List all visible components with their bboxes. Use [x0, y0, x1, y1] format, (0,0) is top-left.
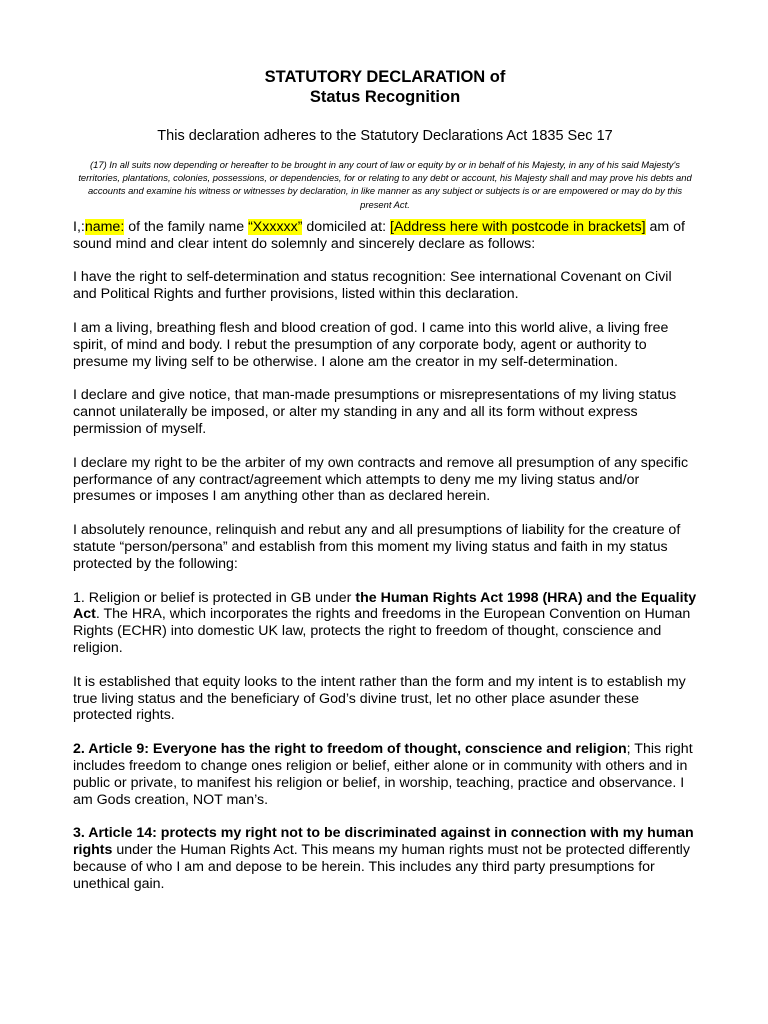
item-3-bold: 3. Article 14: protects my right not to be discriminated against in connection with my human rights [73, 825, 694, 859]
title-line-1: STATUTORY DECLARATION of [264, 68, 506, 86]
act-quotation: (17) In all suits now depending or hereafter to be brought in any court of law or equity by or in behalf of his Majesty, in any of his said Majesty's territories, plantations, colonies, possessions, or dependencies, for or relating to any debt or account, his Majesty shall and may prove his debts and accounts and examine his witness or witnesses by declaration, in like manner as any subject or subjects is or are empowered or may do by this present Act. [78, 159, 692, 210]
declarant-intro [73, 219, 697, 253]
document-title [73, 67, 697, 107]
item-3-article-14 [73, 825, 697, 892]
title-line-2: Status Recognition [309, 88, 461, 106]
item-1-bold: the Human Rights Act 1998 (HRA) and the Equality Act [73, 589, 697, 623]
family-name-placeholder: “Xxxxxx” [248, 218, 303, 235]
item-2-bold: 2. Article 9: Everyone has the right to freedom of thought, conscience and religion [73, 741, 627, 758]
name-placeholder: name: [84, 218, 125, 235]
item-2-rest: ; This right includes freedom to change ones religion or belief, either alone or in community with others and in public or private, to manifest his religion or belief, in worship, teaching, practice and observance. I am Gods creation, NOT man’s. [73, 741, 693, 808]
address-placeholder: [Address here with postcode in brackets] [390, 218, 646, 235]
paragraph-living-being: I am a living, breathing flesh and blood creation of god. I came into this world alive, a living free spirit, of mind and body. I rebut the presumption of any corporate body, agent or authority to presume my living self to be otherwise. I alone am the creator in my self-determination. [73, 320, 669, 370]
intro-text-2: domiciled at: [302, 218, 390, 235]
paragraph-contracts: I declare my right to be the arbiter of my own contracts and remove all presumption of any specific performance of any contract/agreement which attempts to deny me my living status and/or presumes or imposes I am anything other than as declared herein. [73, 454, 689, 505]
intro-prefix: I,: [73, 218, 85, 235]
paragraph-renounce: I absolutely renounce, relinquish and rebut any and all presumptions of liability for the creature of statute “person/persona” and establish from this moment my living status and faith in my status protected by the following: [73, 522, 681, 572]
item-1-religion-belief [73, 590, 697, 657]
document-page [73, 67, 697, 910]
paragraph-equity-intent: It is established that equity looks to the intent rather than the form and my intent is to establish my true living status and the beneficiary of God’s divine trust, let no other place asunder these protected rights. [73, 673, 686, 724]
paragraph-self-determination: I have the right to self-determination and status recognition: See international Covenant on Civil and Political Rights and further provisions, listed within this declaration. [73, 269, 672, 303]
intro-text-1: of the family name [124, 218, 249, 235]
intro-text-3: am of sound mind and clear intent do solemnly and sincerely declare as follows: [73, 218, 685, 252]
paragraph-presumptions: I declare and give notice, that man-made presumptions or misrepresentations of my living status cannot unilaterally be imposed, or alter my standing in any and all its form without express permission of myself. [73, 387, 677, 437]
item-2-article-9 [73, 741, 697, 808]
item-3-rest: under the Human Rights Act. This means my human rights must not be protected differently because of who I am and depose to be herein. This includes any third party presumptions for unethical gain. [73, 842, 690, 892]
act-reference: This declaration adheres to the Statutory Declarations Act 1835 Sec 17 [157, 128, 613, 144]
item-1-prefix: 1. Religion or belief is protected in GB under [73, 589, 356, 606]
item-1-rest: . The HRA, which incorporates the rights and freedoms in the European Convention on Human Rights (ECHR) into domestic UK law, protects the right to freedom of thought, conscience and religion. [73, 606, 691, 656]
